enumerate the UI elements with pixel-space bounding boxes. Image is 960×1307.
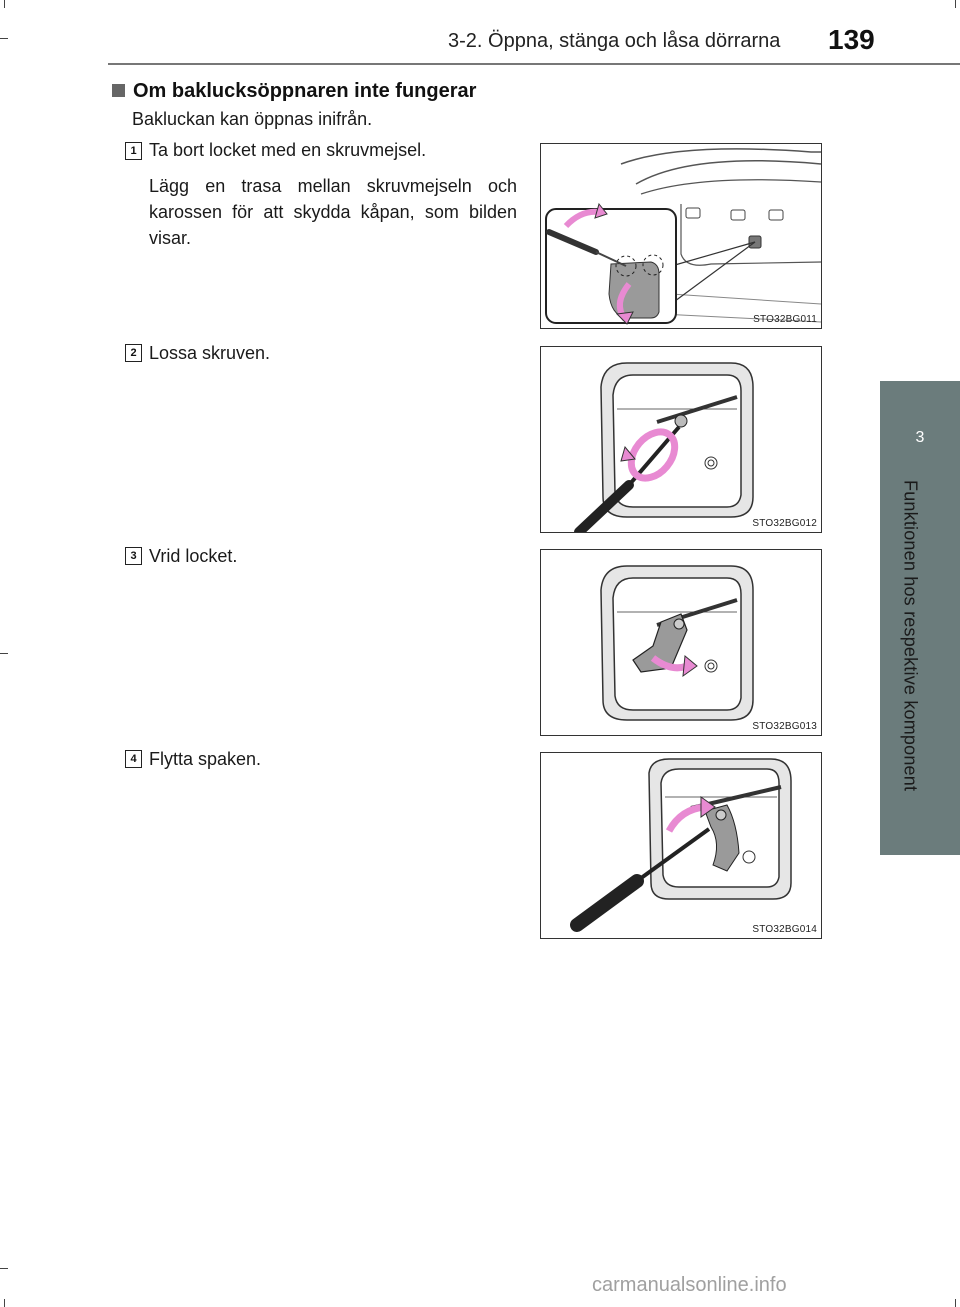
- page-number: 139: [828, 24, 875, 55]
- figure-code: STO32BG011: [753, 314, 817, 325]
- crop-mark: [0, 653, 8, 654]
- step-text: Lossa skruven.: [149, 343, 271, 363]
- figure-code: STO32BG012: [752, 518, 817, 529]
- figure: [540, 346, 822, 533]
- section-heading-text: Om baklucksöppnaren inte fungerar: [133, 80, 477, 102]
- chapter-title-wrap: [880, 480, 940, 860]
- step-text: Flytta spaken.: [149, 749, 262, 769]
- chapter-title: Funktionen hos respektive komponent: [900, 480, 921, 792]
- crop-mark: [0, 1268, 8, 1269]
- trunk-cover-illustration: [541, 144, 821, 328]
- step-number: 1: [125, 142, 142, 160]
- header-divider: [108, 63, 960, 65]
- step-note: Lägg en trasa mellan skruvmejseln och karossen för att skydda kåpan, som bilden visar.: [149, 176, 517, 248]
- crop-mark: [4, 0, 5, 8]
- chapter-number: 3: [915, 429, 925, 446]
- crop-mark: [0, 38, 8, 39]
- square-bullet-icon: [112, 84, 125, 97]
- step-text: Vrid locket.: [149, 546, 238, 566]
- section-intro: Bakluckan kan öppnas inifrån.: [132, 109, 373, 129]
- figure: [540, 549, 822, 736]
- section-heading: [112, 80, 476, 103]
- figure: [540, 752, 822, 939]
- crop-mark: [955, 0, 956, 8]
- step-number: 4: [125, 750, 142, 768]
- lever-illustration: [541, 753, 821, 938]
- figure-code: STO32BG014: [752, 924, 817, 935]
- step-number: 3: [125, 547, 142, 565]
- crop-mark: [4, 1299, 5, 1307]
- figure-code: STO32BG013: [752, 721, 817, 732]
- watermark: carmanualsonline.info: [592, 1274, 787, 1296]
- crop-mark: [955, 1299, 956, 1307]
- cover-rotation-illustration: [541, 550, 821, 735]
- figure: [540, 143, 822, 329]
- chapter-tab: [880, 381, 960, 475]
- step-number: 2: [125, 344, 142, 362]
- step-text: Ta bort locket med en skruvmejsel.: [149, 140, 427, 160]
- screw-loosening-illustration: [541, 347, 821, 532]
- running-header-title: 3-2. Öppna, stänga och låsa dörrarna: [448, 30, 781, 52]
